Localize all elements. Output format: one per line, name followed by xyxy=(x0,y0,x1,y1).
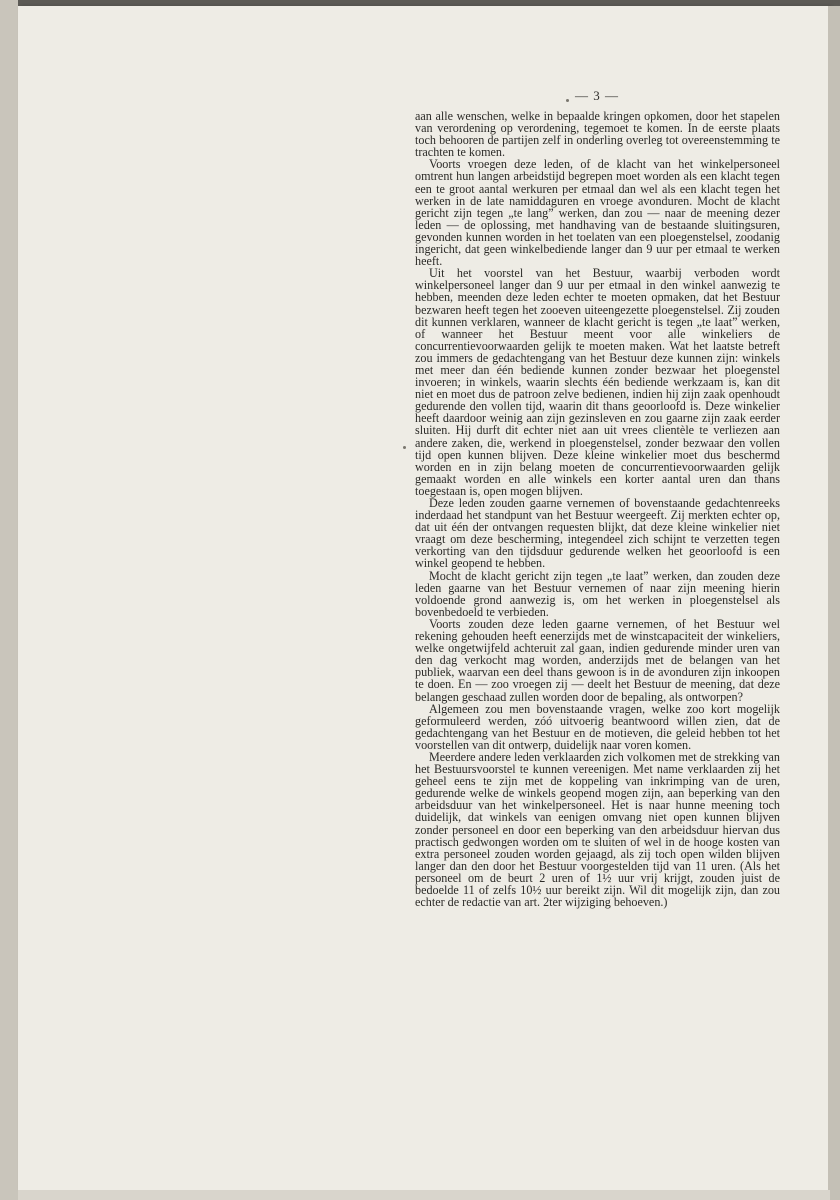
paragraph-7: Algemeen zou men bovenstaande vragen, welke zoo kort mogelijk geformuleerd werden, zóó uitvoerig beantwoord willen zien, dat de gedachtengang van het Bestuur en de motieven, die geleid hebben tot het voorstellen van dit ontwerp, duidelijk naar voren komen. xyxy=(415,701,780,752)
body-text-column xyxy=(415,110,780,908)
left-binding-edge xyxy=(0,0,18,1200)
paragraph-4: Deze leden zouden gaarne vernemen of bovenstaande gedachtenreeks inderdaad het standpunt van het Bestuur weergeeft. Zij merkten echter op, dat uit één der ontvangen requesten blijkt, dat deze kleine winkelier niet vraagt om deze bescherming, integendeel zich schijnt te verzetten tegen verkorting van den tijdsduur gedurende welken het geoorloofd is een winkel geopend te hebben. xyxy=(415,496,780,571)
paragraph-1: aan alle wenschen, welke in bepaalde kringen opkomen, door het stapelen van verordening op verordening, tegemoet te komen. In de eerste plaats toch behooren de partijen zelf in onderling overleg tot overeenstemming te trachten te komen. xyxy=(415,109,780,160)
paragraph-2: Voorts vroegen deze leden, of de klacht van het winkelpersoneel omtrent hun langen arbeidstijd begrepen moet worden als een klacht tegen een te groot aantal werkuren per etmaal dan wel als een klacht tegen het werken in de late namiddaguren en vroege avonduren. Mocht de klacht gericht zijn tegen „te lang” werken, dan zou — naar de meening dezer leden — de oplossing, met handhaving van de bestaande sluitingsuren, gevonden kunnen worden in het toelaten van een ploegenstelsel, zoodanig ingericht, dat geen winkelbediende langer dan 9 uur per etmaal te werken heeft. xyxy=(415,157,780,269)
page-number: — 3 — xyxy=(575,88,619,103)
paragraph-3: Uit het voorstel van het Bestuur, waarbij verboden wordt winkelpersoneel langer dan 9 uur per etmaal in den winkel aanwezig te hebben, meenden deze leden echter te moeten opmaken, dat het Bestuur bezwaren heeft tegen het zooeven uiteengezette ploegenstelsel. Zij zouden dit kunnen verklaren, wanneer de klacht gericht is tegen „te laat” werken, of wanneer het Bestuur meent voor alle winkeliers de concurrentievoorwaarden gelijk te moeten maken. Wat het laatste betreft zou immers de gedachtengang van het Bestuur deze kunnen zijn: winkels met meer dan één bediende kunnen zonder bezwaar het ploegenstel invoeren; in winkels, waarin slechts één bediende werkzaam is, kan dit niet en moet dus de patroon zelve bedienen, indien hij zijn zaak openhoudt gedurende den vollen tijd, waarin dit thans geoorloofd is. Deze winkelier heeft daardoor weinig aan zijn gezinsleven en zou gaarne zijn zaak eerder sluiten. Hij durft dit echter niet aan uit vrees clientèle te verliezen aan andere zaken, die, werkend in ploegenstelsel, zonder bezwaar den vollen tijd open kunnen blijven. Deze kleine winkelier moet dus beschermd worden en in zijn belang moeten de concurrentievoorwaarden gelijk gemaakt worden en alle winkels een korter aantal uren dan thans toegestaan is, open mogen blijven. xyxy=(415,266,780,498)
paragraph-5: Mocht de klacht gericht zijn tegen „te laat” werken, dan zouden deze leden gaarne van het Bestuur vernemen of naar zijn meening hierin voldoende grond aanwezig is, om het werken in ploegenstelsel als bovenbedoeld te verbieden. xyxy=(415,568,780,619)
bottom-page-edge xyxy=(18,1190,830,1200)
ink-speck xyxy=(566,99,569,102)
ink-speck xyxy=(403,446,406,449)
paragraph-6: Voorts zouden deze leden gaarne vernemen, of het Bestuur wel rekening gehouden heeft eenerzijds met de winstcapaciteit der winkeliers, welke ongetwijfeld achteruit zal gaan, indien gedurende minder uren van den dag verkocht mag worden, anderzijds met de belangen van het publiek, waarvan een deel thans gewoon is in de avonduren zijn inkoopen te doen. En — zoo vroegen zij — deelt het Bestuur de meening, dat deze belangen geschaad zullen worden door de bepaling, als ontworpen? xyxy=(415,616,780,704)
right-page-edge xyxy=(828,6,840,1200)
paragraph-8: Meerdere andere leden verklaarden zich volkomen met de strekking van het Bestuursvoorstel te kunnen vereenigen. Met name verklaarden zij het geheel eens te zijn met de koppeling van inkrimping van de uren, gedurende welke de winkels geopend mogen zijn, aan beperking van den arbeidsduur van het winkelpersoneel. Het is naar hunne meening toch duidelijk, dat winkels van eenigen omvang niet open kunnen blijven zonder personeel en door een beperking van den arbeidsduur hiervan dus practisch gedwongen worden om te sluiten of wel in de hooge kosten van extra personeel zouden worden gejaagd, als zij toch open wilden blijven langer dan den door het Bestuur voorgestelden tijd van 11 uren. (Als het personeel om de beurt 2 uren of 1½ uur vrij krijgt, zouden juist de bedoelde 11 of zelfs 10½ uur bereikt zijn. Wil dit mogelijk zijn, dan zou echter de redactie van art. 2ter wijziging behoeven.) xyxy=(415,749,780,910)
